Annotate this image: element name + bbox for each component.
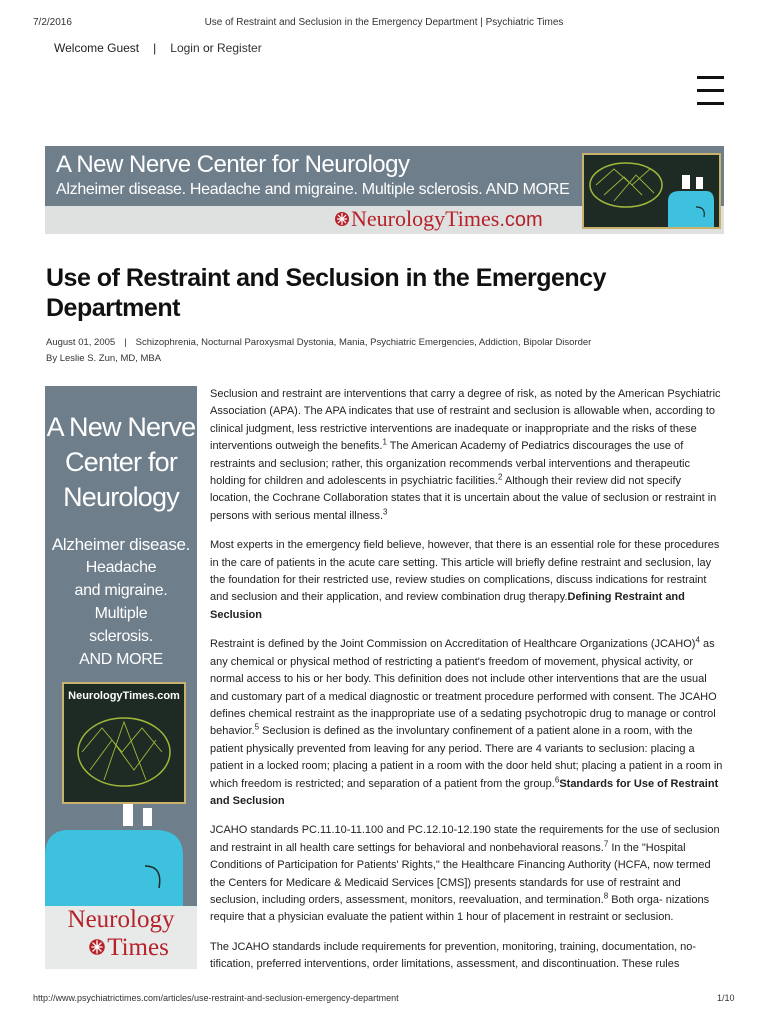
byline	[46, 353, 161, 364]
side-banner-headline-line: Center for	[64, 447, 178, 477]
paragraph: Seclusion and restraint are interventions that carry a degree of risk, as noted by the American Psychiatric Association (APA). The APA indicates that use of restraint and seclusion is allowable when, according to clinical judgment, less restrictive interventions are inadequate or inappropriate and the risks of these interventions outweigh the benefits.$^1$ The American Academy of Pediatrics discourages the use of restraints and seclusion; rather, this organization recommends verbal interventions and therapeutic holding for children and adolescents in psychiatric facilities.$^2$ Although their review did not specify location, the Cochrane Collaboration states that it is uncertain about the value of seclusion or restraint in persons with serious mental illness.$^3$	[210, 388, 721, 522]
login-link[interactable]: Login	[170, 41, 200, 55]
banner-brand-tld: .com	[499, 209, 543, 231]
side-banner-sub-line: and migraine.	[74, 582, 168, 599]
paragraph: JCAHO standards PC.11.10-11.100 and PC.12.10-12.190 state the requirements for the use of seclusion and restraint in all health care settings for behavioral and nonbehavioral reasons.$^7$ In the "Hospital Conditions of Participation for Patients' Rights," the Healthcare Financing Authority (HCFA, now termed the Centers for Medicare & Medicaid Services [CMS]) presents standards for use of restraint and seclusion, including orders, assessment, monitors, reevaluation, and termination.$^8$ Both orga- nizations require that a physician evaluate the patient within 1 hour of placement in restraint or seclusion.	[210, 824, 720, 924]
side-banner-brand-line2	[45, 934, 197, 962]
article-body	[210, 386, 724, 993]
footnote-ref[interactable]: 3	[383, 507, 388, 517]
side-banner-sub-line: Multiple	[94, 605, 148, 622]
banner-headline: A New Nerve Center for Neurology	[56, 151, 410, 178]
welcome-text: Welcome Guest	[54, 41, 140, 55]
side-banner-headline-line: A New Nerve	[46, 412, 196, 442]
paragraph: The JCAHO standards include requirements for prevention, monitoring, training, documentation, no- tification, preferred interventions, order limitations, assessment, and discontinuation. These rules	[210, 940, 697, 971]
side-banner-sub-line: AND MORE	[79, 651, 163, 668]
footnote-ref[interactable]: 6	[554, 774, 560, 784]
print-page-title: Use of Restraint and Seclusion in the Emergency Department | Psychiatric Times	[204, 17, 564, 28]
side-banner-brand-line1: Neurology	[67, 906, 175, 933]
byline-prefix: By	[46, 353, 58, 364]
banner-brand-name: NeurologyTimes	[351, 206, 500, 231]
top-ad-banner[interactable]	[45, 146, 724, 234]
side-banner-subline	[45, 533, 197, 671]
print-page-number: 1/10	[717, 993, 735, 1003]
article-date: August 01, 2005	[46, 337, 116, 348]
footnote-ref[interactable]: 1	[382, 437, 387, 447]
article-title: Use of Restraint and Seclusion in the Emergency Department	[46, 263, 606, 322]
brain-illustration	[78, 718, 170, 786]
hamburger-menu-icon[interactable]	[697, 76, 724, 108]
brain-illustration	[590, 163, 662, 207]
print-footer-url: http://www.psychiatrictimes.com/articles/use-restraint-and-seclusion-emergency-department	[33, 993, 399, 1003]
side-banner-sub-line: Headache	[85, 559, 157, 576]
side-banner-site: NeurologyTimes.com	[68, 690, 180, 702]
userbar-separator: |	[153, 41, 157, 55]
banner-subline: Alzheimer disease. Headache and migraine. Multiple sclerosis. AND MORE	[56, 181, 570, 198]
section-heading: Standards for Use of Restraint and Seclusion	[210, 777, 719, 807]
side-banner-illustration	[62, 682, 186, 804]
brand-brain-logo-icon	[333, 210, 351, 228]
paragraph: Most experts in the emergency field believe, however, that there is an essential role for these procedures in the care of patients in the acute care setting. This article will briefly define restraint and seclusion, lay the foundation for their restricted use, review studies on complications, discuss indications for restraint and seclusion and their application, and review combination drug therapy.Defining Restraint and Seclusion	[210, 539, 720, 621]
section-heading: Defining Restraint and Seclusion	[210, 591, 685, 621]
side-banner-headline	[45, 410, 197, 515]
paragraph: Restraint is defined by the Joint Commission on Accreditation of Healthcare Organizations (JCAHO)$^4$ as any chemical or physical method of restricting a patient's freedom of movement, physical activity, or normal access to his or her body. This definition does not include other interventions that are the usual and customary part of a medical diagnostic or treatment procedure performed with consent. The JCAHO defines chemical restraint as the inappropriate use of a sedating psychotropic drug to manage or control behavior.$^5$ Seclusion is defined as the involuntary confinement of a patient alone in a room, with the patient physically prevented from leaving for any period. There are 4 variants to seclusion: placing a patient in a locked room; placing a patient in a room with the door held shut; placing a patient in a room in which freedom is restricted; and separation of a patient from the group.$^6$Standards for Use of Restraint and Seclusion	[210, 635, 723, 807]
footnote-ref[interactable]: 7	[603, 839, 609, 849]
side-banner-sub-line: Alzheimer disease.	[51, 535, 191, 554]
head-silhouette-illustration	[45, 796, 197, 906]
register-link[interactable]: Register	[217, 41, 262, 55]
meta-separator: |	[124, 337, 127, 348]
or-text: or	[203, 41, 214, 55]
side-banner-headline-line: Neurology	[63, 482, 179, 512]
article-categories[interactable]: Schizophrenia, Nocturnal Paroxysmal Dystonia, Mania, Psychiatric Emergencies, Addiction, Bipolar Disorder	[135, 337, 592, 348]
banner-illustration	[582, 153, 721, 229]
side-banner-sub-line: sclerosis.	[89, 628, 153, 645]
footnote-ref[interactable]: 4	[695, 635, 700, 645]
author-link[interactable]: Leslie S. Zun, MD, MBA	[59, 353, 162, 364]
user-bar	[54, 41, 262, 55]
side-ad-banner[interactable]	[45, 386, 197, 969]
banner-brand	[333, 206, 543, 232]
print-date: 7/2/2016	[33, 17, 72, 28]
side-banner-brand-name: Times	[107, 934, 169, 961]
footnote-ref[interactable]: 8	[603, 891, 609, 901]
footnote-ref[interactable]: 5	[254, 722, 260, 732]
brand-brain-logo-icon	[87, 937, 107, 957]
footnote-ref[interactable]: 2	[498, 472, 503, 482]
article-meta	[46, 337, 591, 348]
